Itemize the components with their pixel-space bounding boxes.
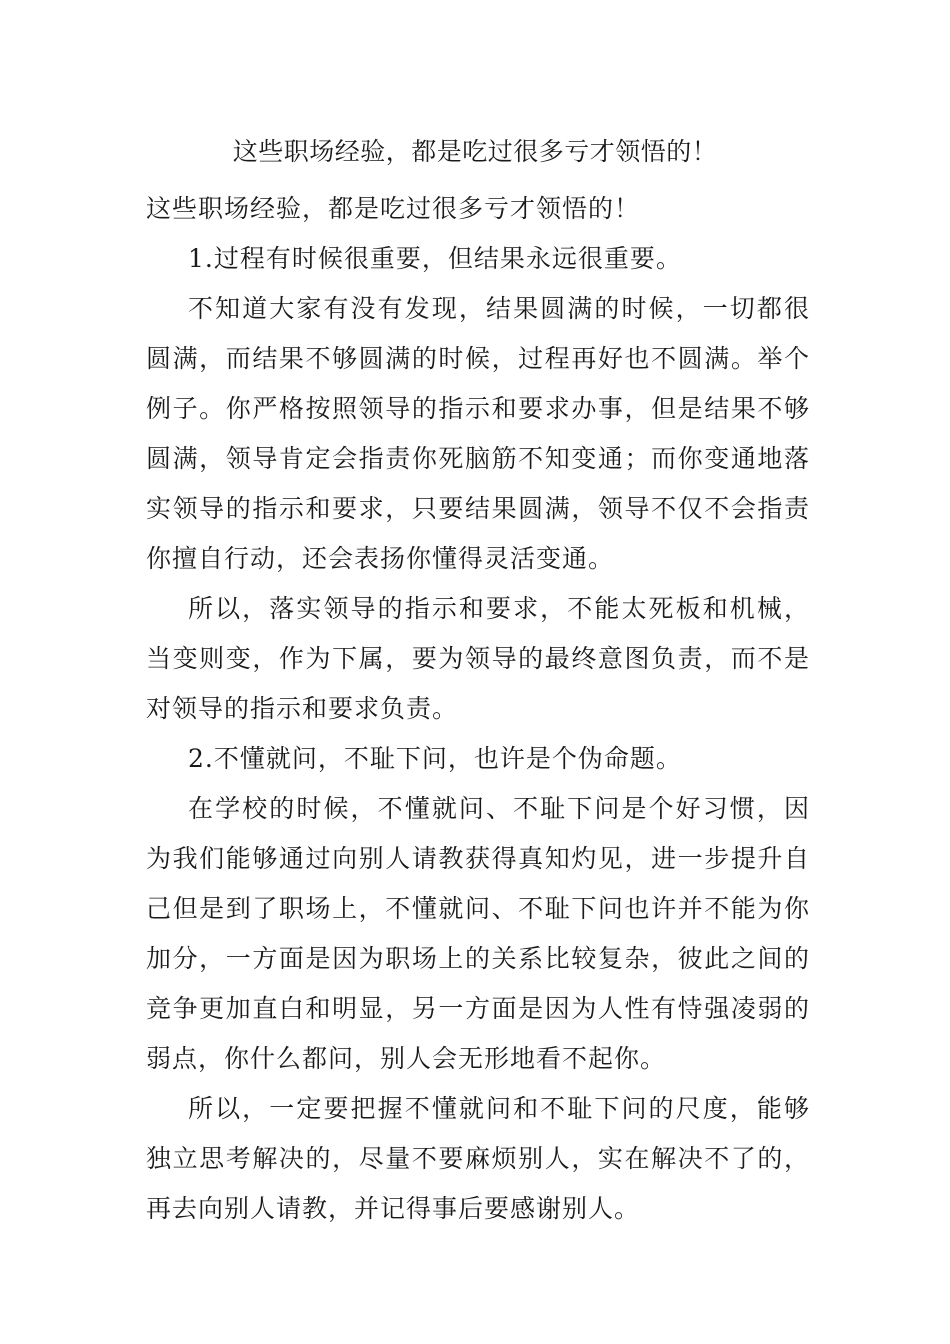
section-1-paragraph-2: 所以，落实领导的指示和要求，不能太死板和机械，当变则变，作为下属，要为领导的最终意图负责，而不是对领导的指示和要求负责。	[146, 594, 810, 723]
section-2-heading: 2.不懂就问，不耻下问，也许是个伪命题。	[188, 744, 682, 773]
section-2-paragraph-1: 在学校的时候，不懂就问、不耻下问是个好习惯，因为我们能够通过向别人请教获得真知灼见，进一步提升自己但是到了职场上，不懂就问、不耻下问也许并不能为你加分，一方面是因为职场上的关系比较复杂，彼此之间的竞争更加直白和明显，另一方面是因为人性有恃强凌弱的弱点，你什么都问，别人会无形地看不起你。	[146, 794, 810, 1073]
section-1-heading: 1.过程有时候很重要，但结果永远很重要。	[188, 244, 682, 273]
section-1-paragraph-1: 不知道大家有没有发现，结果圆满的时候，一切都很圆满，而结果不够圆满的时候，过程再好也不圆满。举个例子。你严格按照领导的指示和要求办事，但是结果不够圆满，领导肯定会指责你死脑筋不知变通；而你变通地落实领导的指示和要求，只要结果圆满，领导不仅不会指责你擅自行动，还会表扬你懂得灵活变通。	[146, 294, 810, 573]
document-body	[146, 184, 810, 1234]
document-title: 这些职场经验，都是吃过很多亏才领悟的！	[232, 137, 718, 166]
body-heading: 这些职场经验，都是吃过很多亏才领悟的！	[146, 194, 641, 223]
section-2-paragraph-2: 所以，一定要把握不懂就问和不耻下问的尺度，能够独立思考解决的，尽量不要麻烦别人，实在解决不了的，再去向别人请教，并记得事后要感谢别人。	[146, 1094, 810, 1223]
